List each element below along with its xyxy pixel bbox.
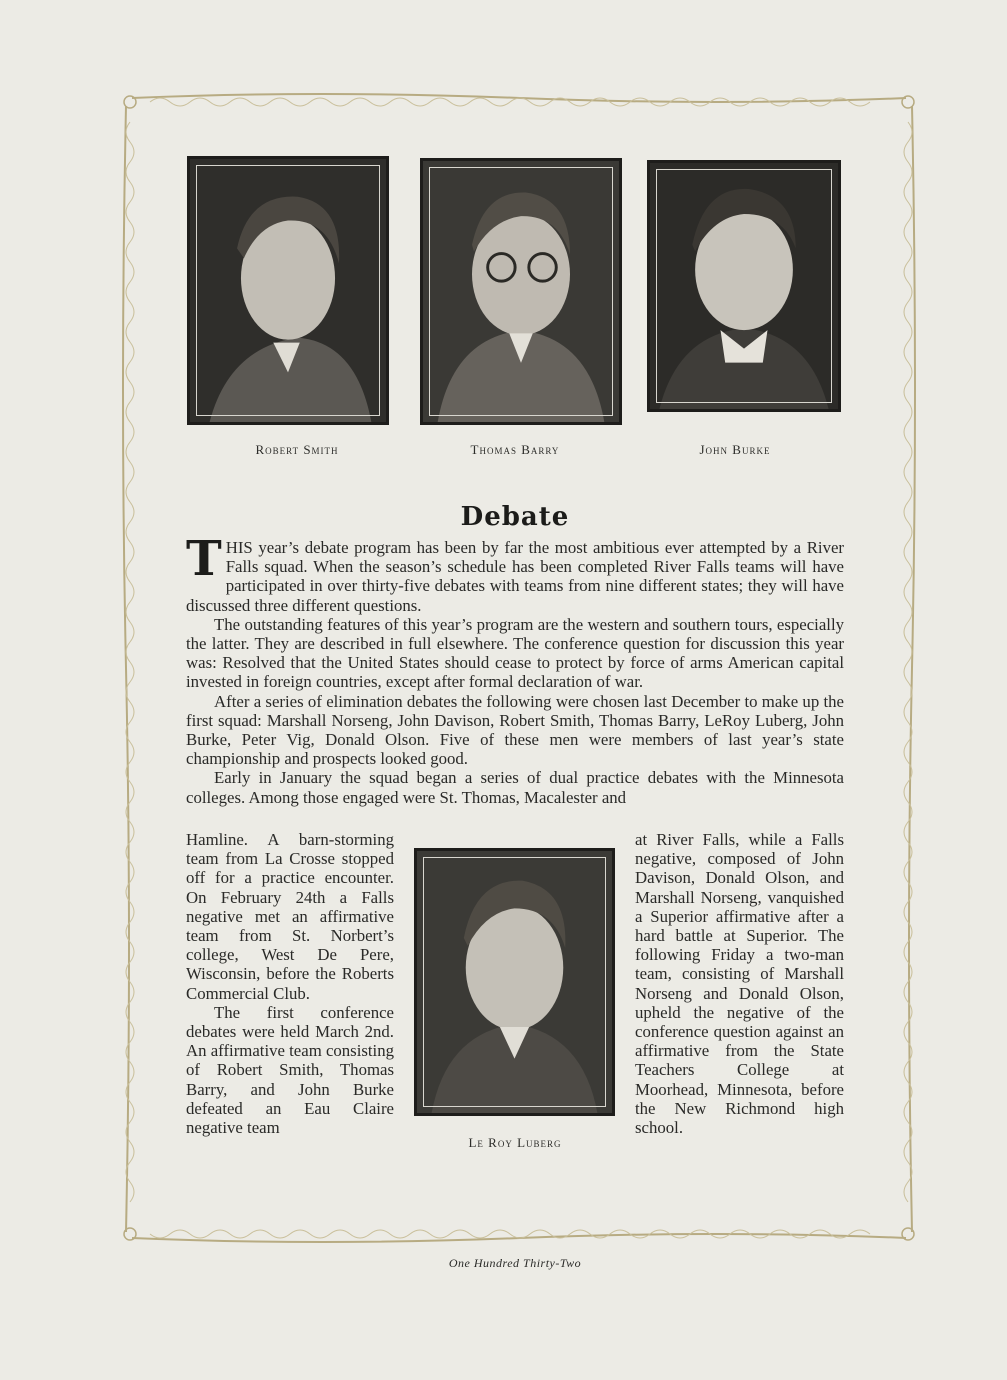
paragraph-intro	[186, 531, 844, 615]
portrait-photo-le-roy-luberg	[414, 848, 615, 1116]
paragraph-conference-results: at River Falls, while a Falls negative, composed of John Davison, Donald Olson, and Marshall Norseng, vanquished a Superior affirmative after a hard battle at Superior. The following Friday a two-man team, consisting of Marshall Norseng and Donald Olson, upheld the negative of the conference question against an affirmative from the State Teachers College at Moorhead, Minnesota, before the New Richmond high school.	[635, 830, 844, 1138]
portrait-photo-thomas-barry	[420, 158, 622, 425]
paragraph-squad: After a series of elimination debates the following were chosen last December to make up the first squad: Marshall Norseng, John Davison, Robert Smith, Thomas Barry, LeRoy Luberg, John Burke, Peter Vig, Donald Olson. Five of these men were members of last year’s state championship and prospects looked good.	[186, 691, 844, 769]
paragraph-features: The outstanding features of this year’s program are the western and southern tours, especially the latter. They are described in full elsewhere. The conference question for discussion this year was: Resolved that the United States should cease to protect by force of arms American capital invested in foreign countries, except after formal declaration of war.	[186, 614, 844, 692]
article-left-column	[186, 830, 394, 1137]
article-body-top	[186, 531, 844, 807]
paragraph-practice: Early in January the squad began a series of dual practice debates with the Minnesota colleges. Among those engaged were St. Thomas, Macalester and	[186, 768, 844, 807]
page-number: One Hundred Thirty-Two	[448, 1256, 582, 1270]
paragraph-first-conference: The first conference debates were held March 2nd. An affirmative team consisting of Robert Smith, Thomas Barry, and John Burke defeated an Eau Claire negative team	[186, 1002, 395, 1138]
caption-thomas-barry: Thomas Barry	[470, 442, 560, 457]
caption-john-burke: John Burke	[699, 442, 771, 457]
caption-le-roy-luberg: Le Roy Luberg	[468, 1135, 562, 1150]
caption-robert-smith: Robert Smith	[255, 442, 339, 457]
portrait-photo-robert-smith	[187, 156, 389, 425]
article-heading: Debate	[460, 502, 570, 532]
paragraph-intro-text: HIS year’s debate program has been by far the most ambitious ever attempted by a River Falls squad. When the season’s schedule has been completed River Falls teams will have participated in over thirty-five debates with teams from nine different states; they will have discussed three different questions.	[186, 538, 844, 615]
paragraph-barnstorming: Hamline. A barn-storming team from La Crosse stopped off for a practice encounter. On February 24th a Falls negative met an affirmative team from St. Norbert’s college, West De Pere, Wisconsin, before the Roberts Commercial Club.	[186, 830, 394, 1003]
article-right-column	[635, 830, 844, 1137]
portrait-photo-john-burke	[647, 160, 841, 412]
drop-cap: T	[186, 531, 222, 587]
